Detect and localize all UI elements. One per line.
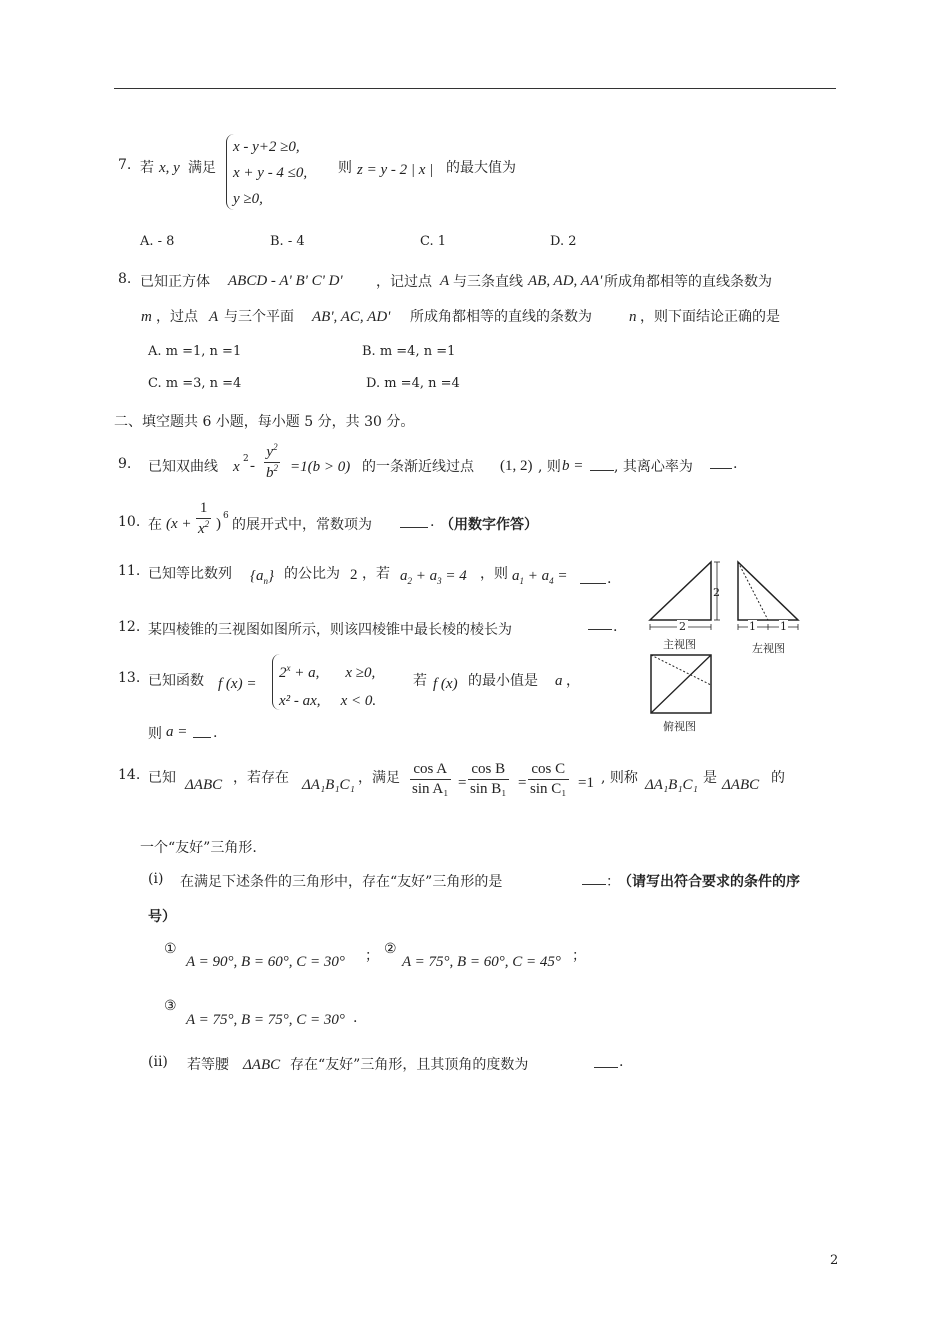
q14-part-i-blank xyxy=(582,884,606,885)
q8-point-a: A xyxy=(440,273,450,289)
q14-eq-one: =1 xyxy=(578,775,594,791)
q8-line1-b: ，记过点 xyxy=(376,274,432,290)
q13-dot: . xyxy=(213,725,218,741)
q11-seq: $\{a_n\}$ xyxy=(250,568,274,586)
q8-m: m xyxy=(141,309,152,325)
q13-number: 13. xyxy=(118,670,141,686)
q7-system xyxy=(226,134,307,212)
q7-option-c: C. 1 xyxy=(420,234,447,249)
q8-planes: AB', AC, AD' xyxy=(312,309,391,325)
q8-option-a: A. m =1, n =1 xyxy=(148,344,242,359)
q10-text-c: . xyxy=(430,514,435,530)
q8-line2-c: 所成角都相等的直线的条数为 xyxy=(410,309,592,325)
q8-cube: ABCD - A' B' C' D' xyxy=(228,273,343,289)
q13-cases xyxy=(272,654,376,710)
q14-cos-c: cos C xyxy=(531,761,566,777)
q12-number: 12. xyxy=(118,619,141,635)
top-view-label: 俯视图 xyxy=(663,720,696,733)
q14-cos-b: cos B xyxy=(471,761,506,777)
q11-dot: . xyxy=(607,571,612,587)
q14-cos-a: cos A xyxy=(413,761,448,777)
q14-sin-a: sin A₁ xyxy=(412,780,449,797)
q10-blank xyxy=(400,527,428,528)
side-view-seg-2: 1 xyxy=(780,620,787,633)
front-view-width: 2 xyxy=(679,620,686,633)
q14-part-i-hint: （请写出符合要求的条件的序 xyxy=(618,874,800,890)
q8-line1-a: 已知正方体 xyxy=(140,274,210,290)
q14-text-e: 是 xyxy=(703,770,717,786)
q10-text-b: 的展开式中，常数项为 xyxy=(232,517,372,533)
q13-text-d: ， xyxy=(566,673,580,689)
q14-part-ii-a: 若等腰 xyxy=(187,1057,229,1073)
q7-ineq-2: x + y - 4 ≤0, xyxy=(233,165,308,181)
q14-number: 14. xyxy=(118,767,141,783)
q9-point: (1, 2) xyxy=(500,458,533,474)
q11-text-b: 的公比为 xyxy=(284,566,340,582)
q14-part-ii-label: (ii) xyxy=(148,1054,168,1070)
q9-num-y: $y^2$ xyxy=(266,442,278,460)
q14-frac-c xyxy=(528,760,569,799)
q14-sin-b: sin B₁ xyxy=(470,780,507,797)
q13-fx: f (x) xyxy=(433,676,458,692)
q14-tri1: ΔA₁B₁C₁ xyxy=(302,777,355,793)
q13-blank xyxy=(193,737,211,738)
page-number: 2 xyxy=(830,1253,839,1268)
q12-blank xyxy=(588,629,612,630)
q10-fraction xyxy=(196,499,211,539)
q14-text-d: , 则称 xyxy=(601,770,638,786)
q14-part-ii-tri: ΔABC xyxy=(243,1057,281,1073)
q14-eq-2: = xyxy=(518,775,527,791)
q14-tri: ΔABC xyxy=(185,777,223,793)
q10-num: 1 xyxy=(199,500,208,516)
q10-paren: ) xyxy=(216,516,221,532)
q7-option-d: D. 2 xyxy=(550,234,577,249)
q11-text-d: ，则 xyxy=(480,566,508,582)
q14-cond-3-dot: . xyxy=(353,1010,358,1026)
q9-x-exp: 2 xyxy=(243,454,249,464)
q8-line2-a: ，过点 xyxy=(156,309,198,325)
q9-text-b: 的一条渐近线过点 xyxy=(362,459,474,475)
header-rule xyxy=(114,88,836,89)
q14-text-b: ，若存在 xyxy=(233,770,289,786)
q9-blank-1 xyxy=(590,470,614,471)
side-view-seg-1: 1 xyxy=(749,620,756,633)
q9-text-a: 已知双曲线 xyxy=(148,459,218,475)
q8-option-d: D. m =4, n =4 xyxy=(366,376,460,391)
top-view xyxy=(651,655,711,713)
q13-text-c: 的最小值是 xyxy=(468,673,538,689)
q10-den: $x^2$ xyxy=(198,518,210,537)
q7-ineq-3: y ≥0, xyxy=(233,191,263,207)
q10-text-a: 在 xyxy=(148,517,162,533)
q11-text-a: 已知等比数列 xyxy=(148,566,232,582)
q7-brace xyxy=(226,134,307,210)
q9-b-var: b = xyxy=(562,458,584,474)
q8-line1-d: 所成角都相等的直线条数为 xyxy=(604,274,772,290)
q14-part-ii-blank xyxy=(594,1067,618,1068)
q14-cond-2: A = 75°, B = 60°, C = 45° xyxy=(402,954,561,970)
q10-hint: （用数字作答） xyxy=(440,517,538,533)
q8-line2-d: ，则下面结论正确的是 xyxy=(640,309,780,325)
q14-cond-1: A = 90°, B = 60°, C = 30° xyxy=(186,954,345,970)
q8-n: n xyxy=(629,309,637,325)
q11-target: $a_1 + a_4$ = xyxy=(512,568,568,586)
q8-line1-c: 与三条直线 xyxy=(453,274,523,290)
q13-case-1: $2^x + a$, x ≥0, xyxy=(279,663,376,681)
q14-frac-b xyxy=(468,760,509,799)
q14-tri1-b: ΔA₁B₁C₁ xyxy=(645,777,698,793)
q14-cond-1-mark: ① xyxy=(164,941,177,957)
q14-text-c: ，满足 xyxy=(358,770,400,786)
q7-option-a: A. - 8 xyxy=(140,234,175,249)
q14-part-ii-end: . xyxy=(619,1054,624,1070)
q14-text-f: 的 xyxy=(771,770,785,786)
q8-option-b: B. m =4, n =1 xyxy=(362,344,456,359)
q8-point-a-2: A xyxy=(209,309,219,325)
q14-part-i-label: (i) xyxy=(148,871,164,887)
q9-text-c: , 则 xyxy=(538,459,561,475)
q9-text-e: . xyxy=(733,456,738,472)
q12-dot: . xyxy=(613,619,618,635)
q9-x: x xyxy=(233,459,240,475)
q8-number: 8. xyxy=(118,271,132,287)
q7-cond: 满足 xyxy=(188,160,216,176)
q9-eq: =1(b > 0) xyxy=(290,459,351,475)
q10-exp: 6 xyxy=(223,511,229,521)
q14-eq-1: = xyxy=(458,775,467,791)
q9-text-d: , 其离心率为 xyxy=(614,459,693,475)
q14-cond-2-mark: ② xyxy=(384,941,397,957)
q14-cond-3: A = 75°, B = 75°, C = 30° xyxy=(186,1012,345,1028)
q13-text-b: 若 xyxy=(413,673,427,689)
q11-cond: $a_2 + a_3 = 4$ xyxy=(400,568,467,586)
q13-line2: 则 xyxy=(148,726,162,742)
q14-sin-c: sin C₁ xyxy=(530,780,567,797)
q14-frac-a xyxy=(410,760,451,799)
q13-case-2: x² - ax, x < 0. xyxy=(279,693,377,709)
side-view xyxy=(738,562,798,630)
q11-blank xyxy=(580,583,606,584)
q14-sep: ； xyxy=(365,948,379,964)
q7-ineq-1: x - y+2 ≥0, xyxy=(233,139,300,155)
q13-aeq: a = xyxy=(166,724,188,740)
front-view-label: 主视图 xyxy=(663,638,696,651)
q7-vars: x, y xyxy=(159,160,180,176)
q7-number: 7. xyxy=(118,157,132,173)
q14-line2: 一个“友好”三角形. xyxy=(140,840,257,856)
q14-part-i-colon: ： xyxy=(606,874,620,890)
q7-pre: 若 xyxy=(140,160,154,176)
q9-fraction xyxy=(264,442,280,483)
q13-text-a: 已知函数 xyxy=(148,673,204,689)
q9-number: 9. xyxy=(118,456,132,472)
q14-tri-b: ΔABC xyxy=(722,777,760,793)
q14-part-i-hint2: 号） xyxy=(148,909,176,925)
q14-cond-3-mark: ③ xyxy=(164,998,177,1014)
q14-part-i-text: 在满足下述条件的三角形中，存在“友好”三角形的是 xyxy=(180,874,503,890)
q7-option-b: B. - 4 xyxy=(270,234,305,249)
q9-den-b: $b^2$ xyxy=(266,462,278,481)
q9-minus: - xyxy=(250,458,255,474)
q12-text: 某四棱锥的三视图如图所示，则该四棱锥中最长棱的棱长为 xyxy=(148,622,512,638)
q11-number: 11. xyxy=(118,563,141,579)
side-view-label: 左视图 xyxy=(752,642,785,655)
q11-text-c: ，若 xyxy=(362,566,390,582)
q8-line2-b: 与三个平面 xyxy=(224,309,294,325)
q13-a: a xyxy=(555,673,563,689)
front-view-height: 2 xyxy=(713,586,720,599)
q14-sep-2: ； xyxy=(572,948,586,964)
q11-ratio: 2 xyxy=(350,567,358,583)
q8-option-c: C. m =3, n =4 xyxy=(148,376,242,391)
q14-part-ii-b: 存在“友好”三角形，且其顶角的度数为 xyxy=(290,1057,529,1073)
q7-expr: z = y - 2 | x | xyxy=(357,162,434,178)
q9-blank-2 xyxy=(710,468,732,469)
q10-number: 10. xyxy=(118,514,141,530)
q13-brace xyxy=(272,654,376,710)
q7-post: 的最大值为 xyxy=(446,160,516,176)
q10-expr-left: (x + xyxy=(166,516,192,532)
section-2-heading: 二、填空题共 6 小题，每小题 5 分，共 30 分。 xyxy=(114,414,415,430)
q14-text-a: 已知 xyxy=(148,770,176,786)
q7-mid: 则 xyxy=(338,160,352,176)
q8-lines: AB, AD, AA' xyxy=(528,273,603,289)
q13-f: f (x) = xyxy=(218,676,257,692)
